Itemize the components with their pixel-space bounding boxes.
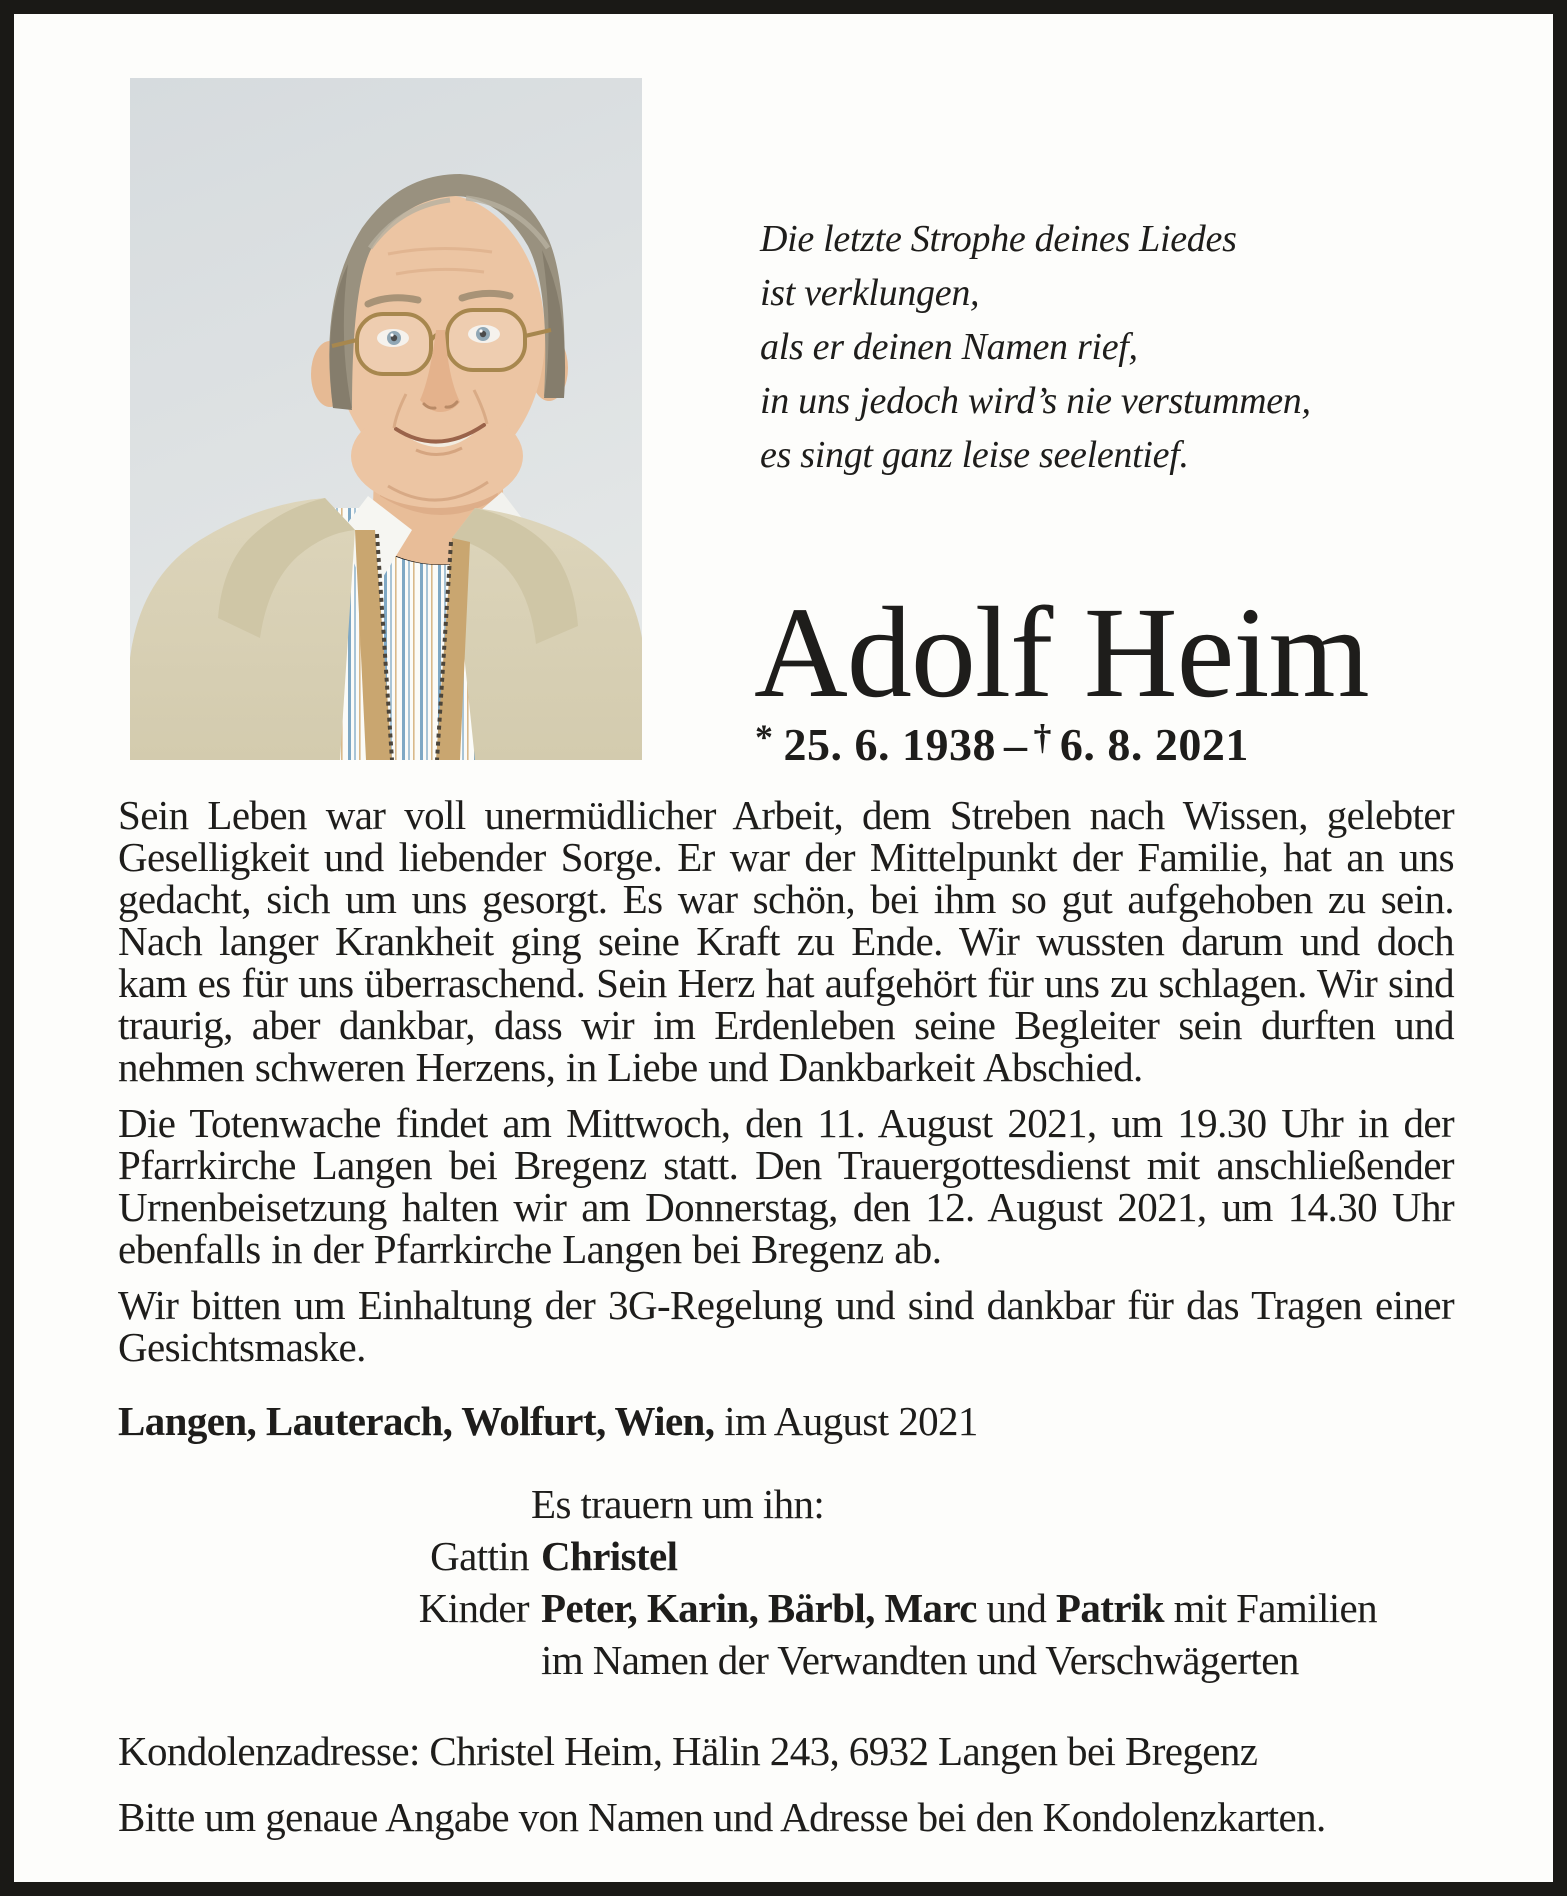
died-symbol: † xyxy=(1033,717,1052,758)
date-separator: – xyxy=(1003,719,1028,770)
mourner-names xyxy=(541,1530,1454,1582)
mourner-name: Patrik xyxy=(1055,1585,1164,1631)
poem-line: ist verklungen, xyxy=(760,272,980,314)
signoff-line xyxy=(118,1400,1454,1442)
mourner-name: Peter, Karin, Bärbl, Marc xyxy=(541,1585,977,1631)
poem-line: Die letzte Strophe deines Liedes xyxy=(760,218,1237,260)
poem-line: in uns jedoch wird’s nie verstummen, xyxy=(760,380,1311,422)
obituary-paragraph-covid: Wir bitten um Einhaltung der 3G-Regelung und sind dankbar für das Tragen einer Gesichtsmaske. xyxy=(118,1282,1454,1370)
mourner-label: Kinder xyxy=(418,1585,529,1631)
relatives-text: im Namen der Verwandten und Verschwägerten xyxy=(541,1637,1299,1683)
portrait-photo-illustration xyxy=(130,78,642,760)
poem-line: es singt ganz leise seelentief. xyxy=(760,434,1189,476)
condolence-address-line: Kondolenzadresse: Christel Heim, Hälin 243, 6932 Langen bei Bregenz xyxy=(118,1728,1258,1774)
mourner-suffix: mit Familien xyxy=(1163,1585,1378,1631)
mourners-section xyxy=(118,1478,1454,1686)
mourners-intro: Es trauern um ihn: xyxy=(531,1481,825,1527)
birth-date: 25. 6. 1938 xyxy=(783,719,996,770)
portrait-photo xyxy=(130,78,642,760)
mourner-row-relatives xyxy=(118,1634,1454,1686)
poem-line: als er deinen Namen rief, xyxy=(760,326,1138,368)
mourner-conjunction: und xyxy=(976,1585,1056,1631)
signoff-places: Langen, Lauterach, Wolfurt, Wien, xyxy=(118,1398,715,1444)
mourner-label xyxy=(118,1634,541,1686)
mourner-name: Christel xyxy=(541,1533,678,1579)
death-date: 6. 8. 2021 xyxy=(1059,719,1249,770)
obituary-text-column xyxy=(118,794,1454,1838)
born-symbol: * xyxy=(755,717,774,758)
mourner-names xyxy=(541,1582,1454,1634)
mourner-row-wife xyxy=(118,1530,1454,1582)
mourner-row-children xyxy=(118,1582,1454,1634)
obituary-paragraph-services: Die Totenwache findet am Mittwoch, den 11. August 2021, um 19.30 Uhr in der Pfarrkirche Langen bei Bregenz statt. Den Trauergottesdienst mit anschließender Urnenbeisetzung halten wir am Donnerstag, den 12. August 2021, um 14.30 Uhr ebenfalls in der Pfarrkirche Langen bei Bregenz ab. xyxy=(118,1100,1454,1272)
life-dates xyxy=(755,718,1249,771)
obituary-paragraph-life: Sein Leben war voll unermüdlicher Arbeit, dem Streben nach Wissen, gelebter Geselligkeit und liebender Sorge. Er war der Mittelpunkt der Familie, hat an uns gedacht, sich um uns gesorgt. Es war schön, bei ihm so gut aufgehoben zu sein. Nach langer Krankheit ging seine Kraft zu Ende. Wir wussten darum und doch kam es für uns überraschend. Sein Herz hat aufgehört für uns zu schlagen. Wir sind traurig, aber dankbar, dass wir im Erdenleben seine Begleiter sein durften und nehmen schweren Herzens, in Liebe und Dankbarkeit Abschied. xyxy=(118,792,1454,1090)
condolence-card-note: Bitte um genaue Angabe von Namen und Adresse bei den Kondolenzkarten. xyxy=(118,1794,1326,1840)
mourner-label: Gattin xyxy=(430,1533,529,1579)
memorial-poem xyxy=(760,212,1311,482)
mourner-relatives-note xyxy=(541,1634,1454,1686)
deceased-name: Adolf Heim xyxy=(754,581,1369,725)
signoff-date: im August 2021 xyxy=(724,1398,978,1444)
